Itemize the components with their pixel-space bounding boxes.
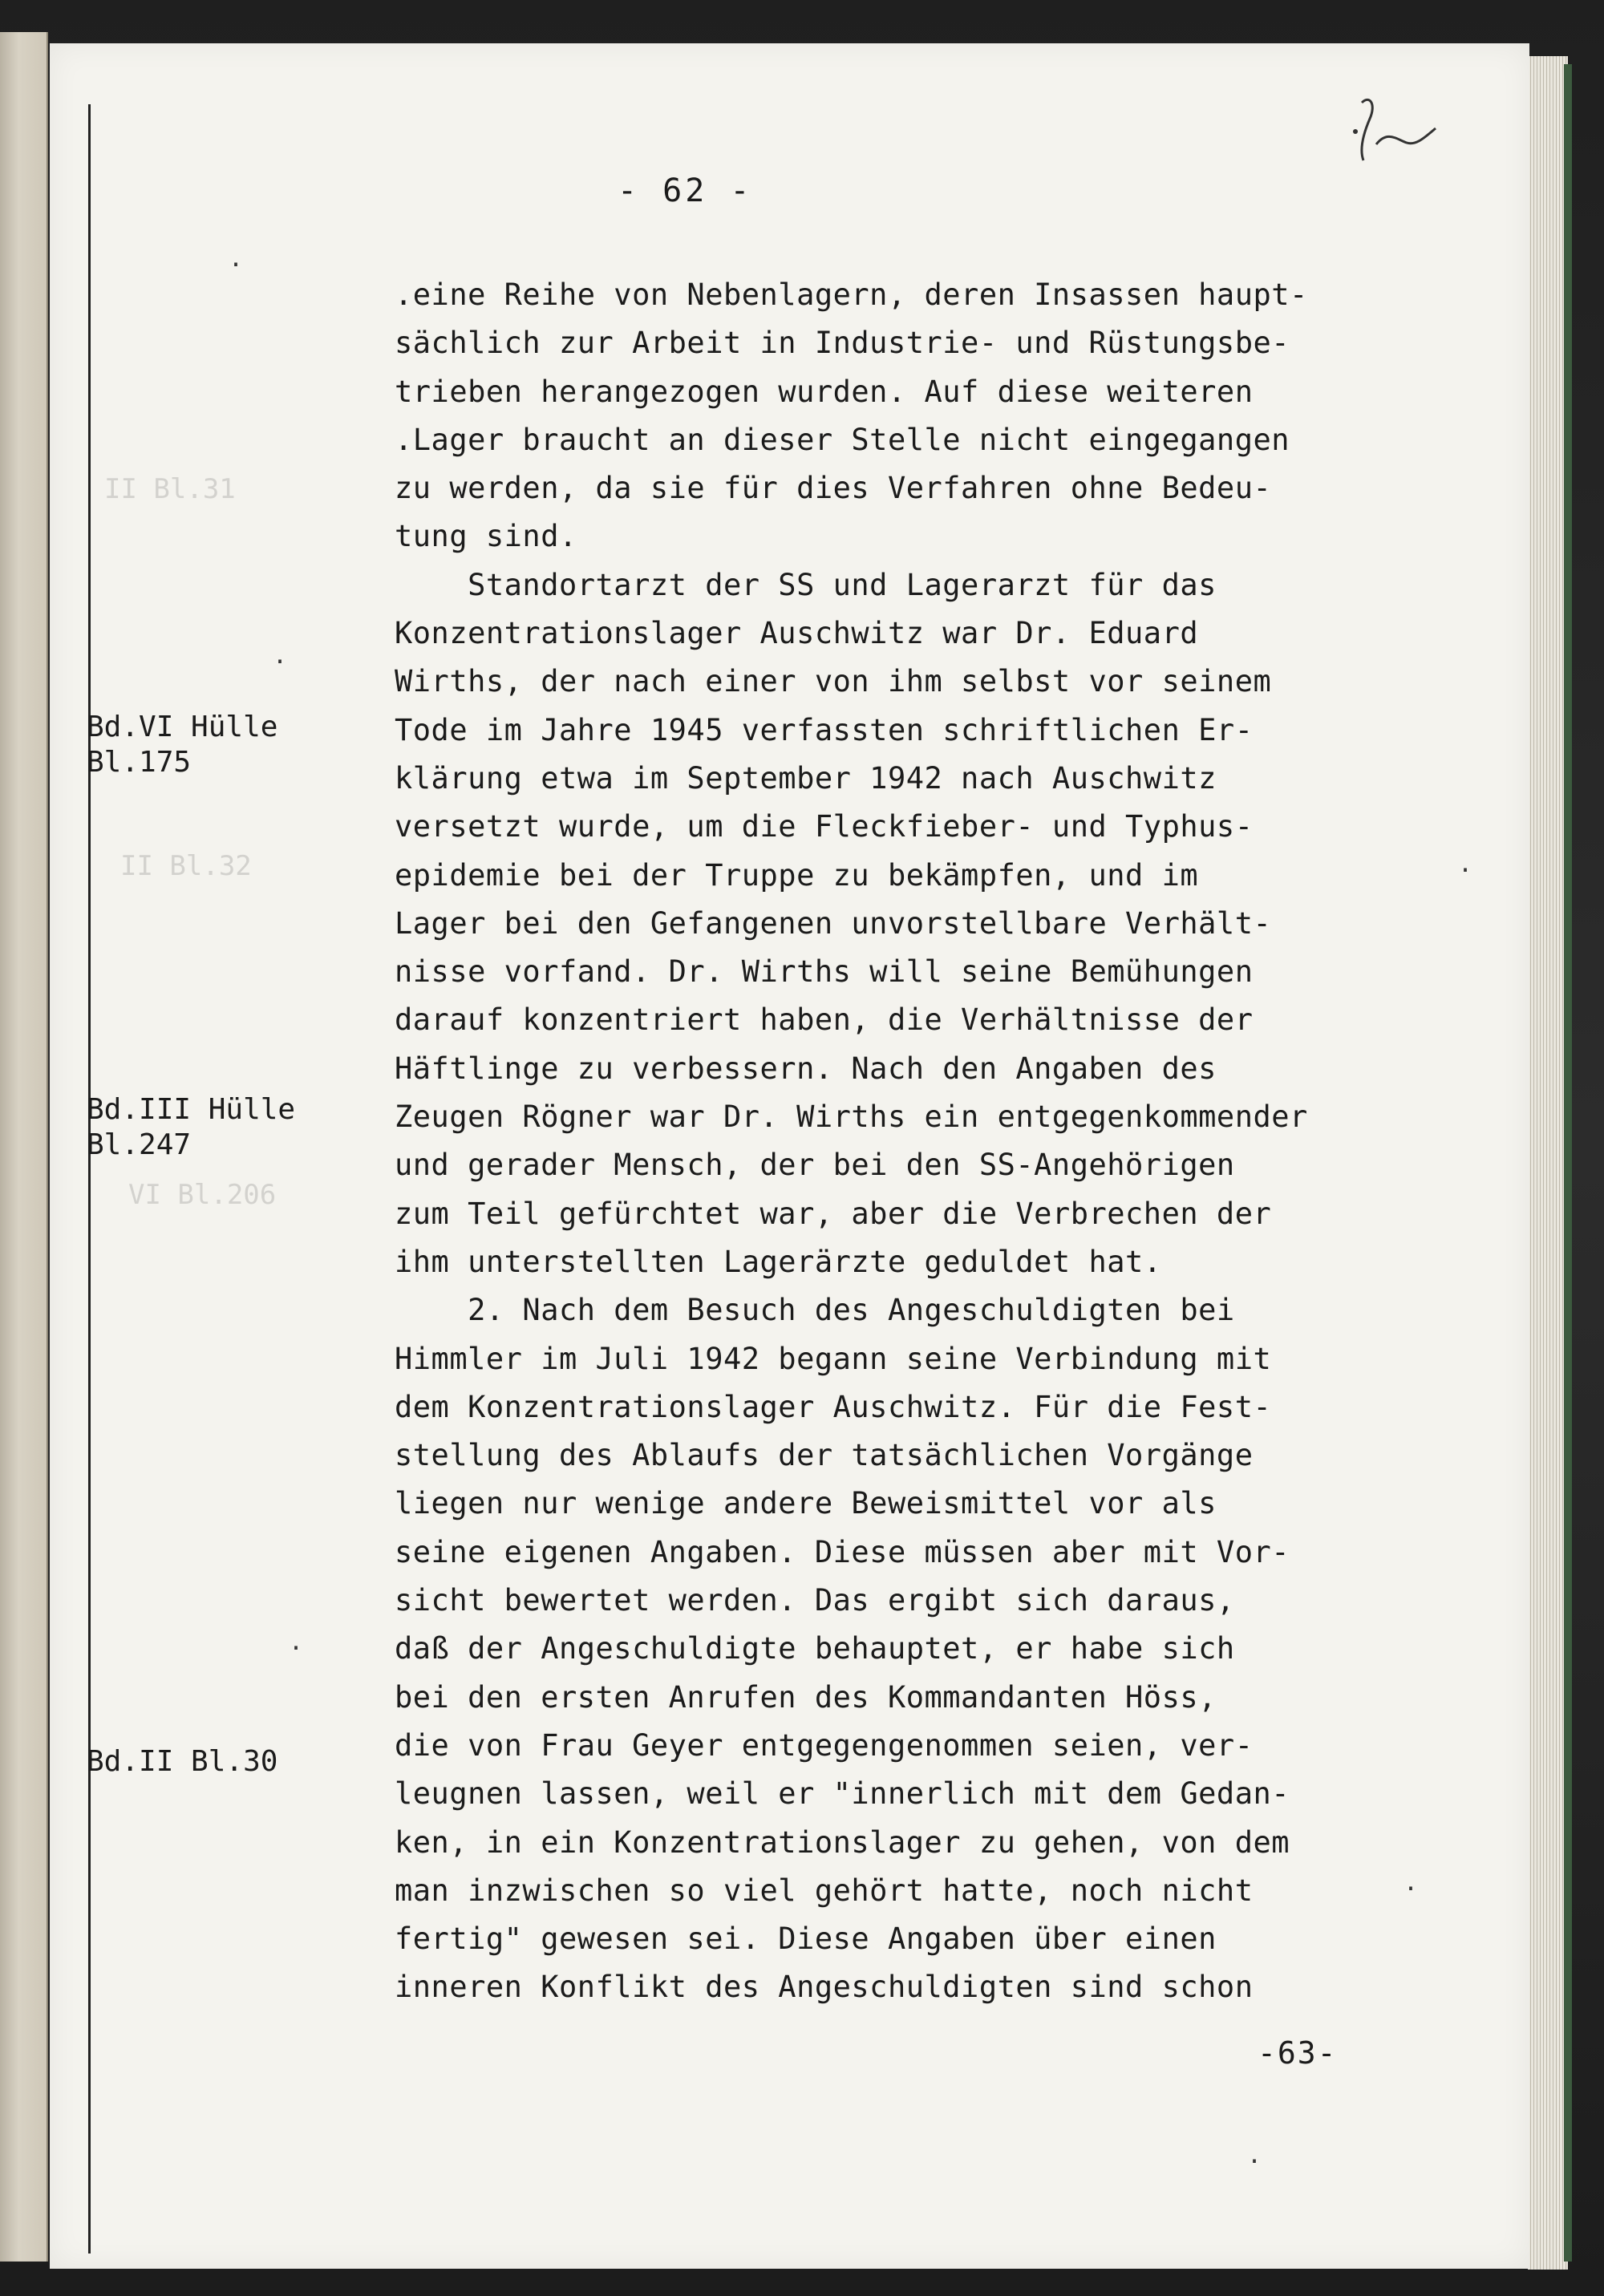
text-line: versetzt wurde, um die Fleckfieber- und Typhus- bbox=[395, 809, 1254, 844]
text-line: Wirths, der nach einer von ihm selbst vor seinem bbox=[395, 664, 1272, 699]
page-stack-edge bbox=[1528, 56, 1568, 2270]
speck-mark: . bbox=[1458, 850, 1473, 878]
text-line: stellung des Ablaufs der tatsächlichen Vorgänge bbox=[395, 1438, 1254, 1473]
text-line: klärung etwa im September 1942 nach Auschwitz bbox=[395, 760, 1217, 796]
text-line: fertig" gewesen sei. Diese Angaben über einen bbox=[395, 1921, 1217, 1957]
speck-mark: . bbox=[1247, 2141, 1262, 2169]
text-line: man inzwischen so viel gehört hatte, noch nicht bbox=[395, 1873, 1254, 1908]
text-line: bei den ersten Anrufen des Kommandanten Höss, bbox=[395, 1679, 1217, 1715]
text-line: Konzentrationslager Auschwitz war Dr. Eduard bbox=[395, 616, 1199, 651]
text-line: Tode im Jahre 1945 verfassten schriftlichen Er- bbox=[395, 712, 1254, 747]
text-line: darauf konzentriert haben, die Verhältnisse der bbox=[395, 1002, 1254, 1038]
margin-note-2: Bd.III Hülle Bl.247 bbox=[87, 1093, 296, 1161]
book-cover-edge bbox=[1564, 64, 1572, 2262]
text-line: nisse vorfand. Dr. Wirths will seine Bemühungen bbox=[395, 954, 1254, 990]
text-line: dem Konzentrationslager Auschwitz. Für die Fest- bbox=[395, 1389, 1272, 1424]
text-line: zum Teil gefürchtet war, aber die Verbrechen der bbox=[395, 1196, 1272, 1231]
text-line: ken, in ein Konzentrationslager zu gehen, von dem bbox=[395, 1824, 1290, 1860]
text-line: Zeugen Rögner war Dr. Wirths ein entgegenkommender bbox=[395, 1099, 1308, 1135]
text-line: .Lager braucht an dieser Stelle nicht eingegangen bbox=[395, 422, 1290, 457]
speck-mark: . bbox=[1404, 1869, 1419, 1897]
text-line: zu werden, da sie für dies Verfahren ohne Bedeu- bbox=[395, 471, 1272, 506]
text-line: ihm unterstellten Lagerärzte geduldet hat. bbox=[395, 1244, 1162, 1279]
margin-note-3: Bd.II Bl.30 bbox=[87, 1745, 278, 1778]
book-binding bbox=[0, 32, 48, 2262]
text-line: leugnen lassen, weil er "innerlich mit dem Gedan- bbox=[395, 1776, 1290, 1812]
body-text bbox=[395, 271, 1397, 2012]
margin-note-1: Bd.VI Hülle Bl.175 bbox=[87, 711, 278, 779]
bleed-through-mark: II Bl.32 bbox=[120, 850, 252, 882]
handwritten-initial bbox=[1323, 80, 1444, 184]
speck-mark: . bbox=[229, 245, 244, 273]
bleed-through-mark: VI Bl.206 bbox=[128, 1179, 277, 1211]
text-line: liegen nur wenige andere Beweismittel vor als bbox=[395, 1486, 1217, 1521]
text-line: sicht bewertet werden. Das ergibt sich daraus, bbox=[395, 1583, 1235, 1618]
bleed-through-mark: II Bl.31 bbox=[104, 473, 236, 505]
text-line: inneren Konflikt des Angeschuldigten sind schon bbox=[395, 1970, 1254, 2005]
catchword: -63- bbox=[1258, 2035, 1338, 2071]
text-line: Häftlinge zu verbessern. Nach den Angaben des bbox=[395, 1051, 1217, 1086]
speck-mark: . bbox=[289, 1628, 304, 1656]
text-line: Himmler im Juli 1942 begann seine Verbindung mit bbox=[395, 1341, 1272, 1376]
text-line: tung sind. bbox=[395, 519, 577, 554]
text-line: und gerader Mensch, der bei den SS-Angehörigen bbox=[395, 1148, 1235, 1183]
text-line: sächlich zur Arbeit in Industrie- und Rüstungsbe- bbox=[395, 326, 1290, 361]
text-line: Standortarzt der SS und Lagerarzt für das bbox=[395, 567, 1217, 602]
text-line: Lager bei den Gefangenen unvorstellbare Verhält- bbox=[395, 905, 1272, 941]
text-line: .eine Reihe von Nebenlagern, deren Insassen haupt- bbox=[395, 277, 1308, 312]
text-line: die von Frau Geyer entgegengenommen seien, ver- bbox=[395, 1727, 1254, 1763]
page-number: - 62 - bbox=[618, 172, 753, 209]
page-margin-rule bbox=[88, 104, 91, 2253]
text-line: 2. Nach dem Besuch des Angeschuldigten bei bbox=[395, 1293, 1235, 1328]
text-line: daß der Angeschuldigte behauptet, er habe sich bbox=[395, 1631, 1235, 1666]
speck-mark: . bbox=[273, 642, 288, 670]
text-line: trieben herangezogen wurden. Auf diese weiteren bbox=[395, 374, 1254, 409]
text-line: seine eigenen Angaben. Diese müssen aber mit Vor- bbox=[395, 1534, 1290, 1569]
text-line: epidemie bei der Truppe zu bekämpfen, und im bbox=[395, 857, 1199, 893]
